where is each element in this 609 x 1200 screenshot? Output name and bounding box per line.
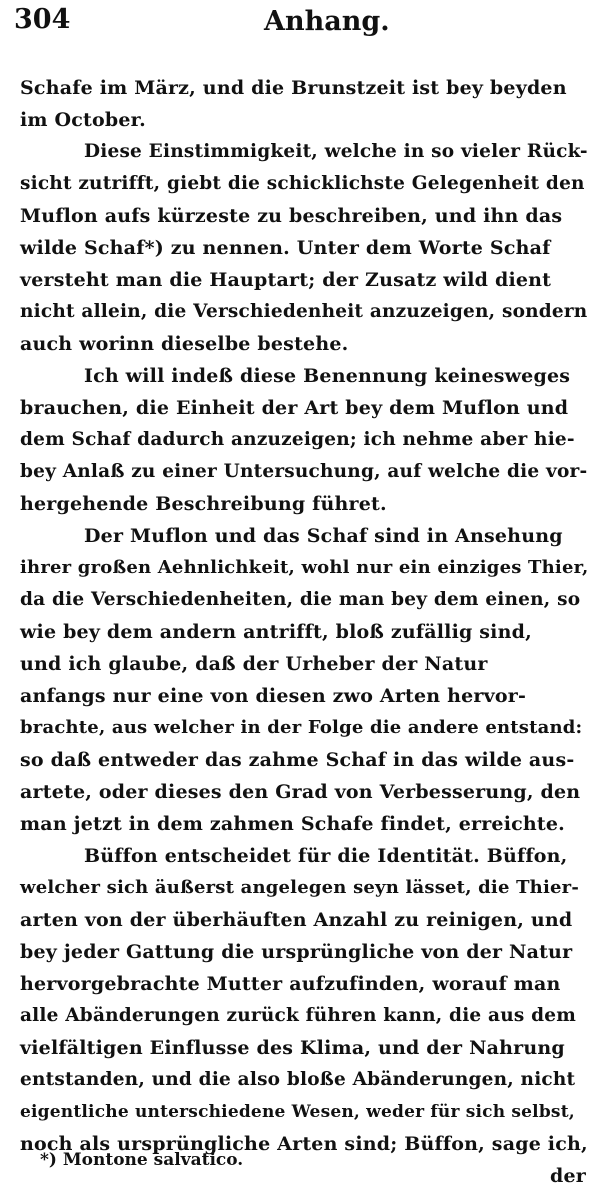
text-line: Muflon aufs kürzeste zu beschreiben, und ihn das (20, 205, 563, 227)
text-line: hergehende Beschreibung führet. (20, 493, 387, 515)
text-line: artete, oder dieses den Grad von Verbesserung, den (20, 781, 581, 803)
text-line: so daß entweder das zahme Schaf in das wilde aus- (20, 749, 575, 771)
text-line: Der Muflon und das Schaf sind in Ansehung (84, 525, 563, 547)
text-line: im October. (20, 109, 146, 131)
text-line: alle Abänderungen zurück führen kann, die aus dem (20, 1005, 577, 1026)
text-line: noch als ursprüngliche Arten sind; Büffon, sage ich, (20, 1133, 588, 1155)
text-line: dem Schaf dadurch anzuzeigen; ich nehme aber hie- (20, 429, 575, 450)
page-number: 304 (14, 4, 71, 35)
text-line: Ich will indeß diese Benennung keinesweges (84, 365, 571, 387)
text-line: versteht man die Hauptart; der Zusatz wild dient (20, 269, 552, 291)
text-line: welcher sich äußerst angelegen seyn lässet, die Thier- (20, 877, 579, 898)
text-line: arten von der überhäuften Anzahl zu reinigen, und (20, 909, 573, 931)
text-line: bey Anlaß zu einer Untersuchung, auf welche die vor- (20, 461, 588, 482)
text-line: brachte, aus welcher in der Folge die andere entstand: (20, 717, 583, 738)
text-line: Büffon entscheidet für die Identität. Büffon, (84, 845, 568, 867)
running-head: Anhang. (264, 6, 390, 37)
text-line: Schafe im März, und die Brunstzeit ist bey beyden (20, 77, 567, 99)
text-line: wilde Schaf*) zu nennen. Unter dem Worte Schaf (20, 237, 551, 259)
text-line: entstanden, und die also bloße Abänderungen, nicht (20, 1069, 576, 1090)
text-line: auch worinn dieselbe bestehe. (20, 333, 349, 355)
text-line: anfangs nur eine von diesen zwo Arten hervor- (20, 685, 527, 707)
body-text (20, 72, 588, 1192)
text-line: bey jeder Gattung die ursprüngliche von der Natur (20, 941, 573, 963)
text-line: vielfältigen Einflusse des Klima, und der Nahrung (20, 1037, 565, 1059)
footnote: *) Montone salvatico. (40, 1150, 244, 1170)
text-line: wie bey dem andern antrifft, bloß zufällig sind, (20, 621, 532, 643)
text-line: nicht allein, die Verschiedenheit anzuzeigen, sondern (20, 301, 588, 322)
text-line: man jetzt in dem zahmen Schafe findet, erreichte. (20, 813, 565, 835)
text-line: brauchen, die Einheit der Art bey dem Muflon und (20, 397, 569, 419)
text-line: da die Verschiedenheiten, die man bey dem einen, so (20, 589, 581, 610)
page-header (14, 4, 595, 44)
text-line: und ich glaube, daß der Urheber der Natur (20, 653, 488, 675)
text-line: Diese Einstimmigkeit, welche in so vieler Rück- (84, 141, 588, 162)
text-line: eigentliche unterschiedene Wesen, weder für sich selbst, (20, 1102, 575, 1122)
text-line: sicht zutrifft, giebt die schicklichste Gelegenheit den (20, 173, 585, 194)
catchword: der (550, 1165, 586, 1187)
text-line: hervorgebrachte Mutter aufzufinden, worauf man (20, 973, 561, 995)
text-line: ihrer großen Aehnlichkeit, wohl nur ein einziges Thier, (20, 557, 589, 578)
